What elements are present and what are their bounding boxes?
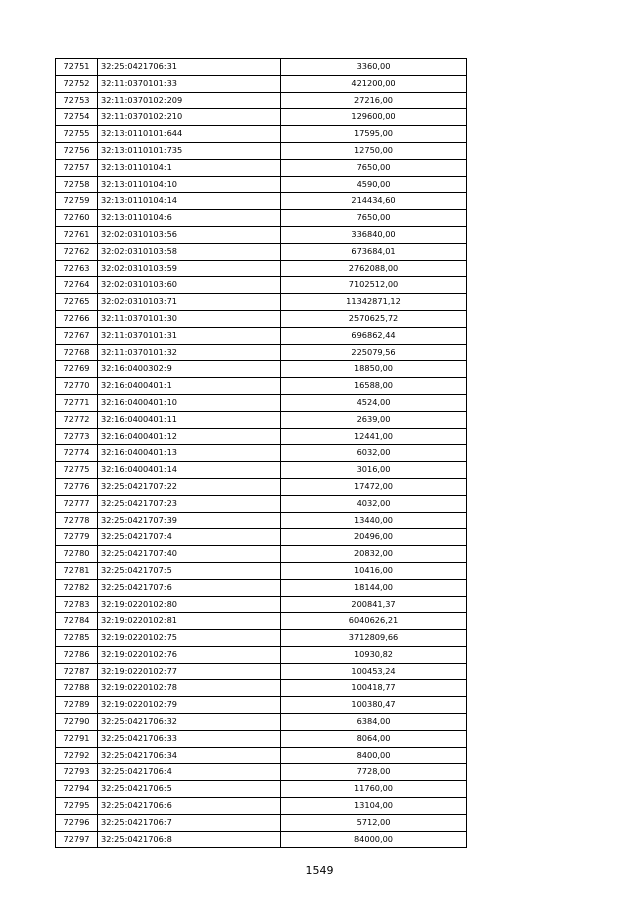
table-row xyxy=(56,546,467,563)
row-number-cell: 72797 xyxy=(56,831,98,848)
row-number-cell: 72789 xyxy=(56,697,98,714)
cadastral-value-cell: 10416,00 xyxy=(281,562,467,579)
cadastral-number-cell: 32:25:0421706:33 xyxy=(98,730,281,747)
row-number-cell: 72765 xyxy=(56,294,98,311)
row-number-cell: 72772 xyxy=(56,411,98,428)
table-row xyxy=(56,579,467,596)
cadastral-number-cell: 32:02:0310103:59 xyxy=(98,260,281,277)
cadastral-value-cell: 12441,00 xyxy=(281,428,467,445)
table-row xyxy=(56,411,467,428)
table-row xyxy=(56,378,467,395)
table-row xyxy=(56,176,467,193)
cadastral-value-cell: 6040626,21 xyxy=(281,613,467,630)
table-row xyxy=(56,663,467,680)
cadastral-number-cell: 32:25:0421707:6 xyxy=(98,579,281,596)
row-number-cell: 72781 xyxy=(56,562,98,579)
cadastral-value-cell: 200841,37 xyxy=(281,596,467,613)
row-number-cell: 72760 xyxy=(56,210,98,227)
cadastral-value-cell: 10930,82 xyxy=(281,646,467,663)
cadastral-value-table xyxy=(55,58,467,848)
row-number-cell: 72766 xyxy=(56,310,98,327)
row-number-cell: 72767 xyxy=(56,327,98,344)
table-row xyxy=(56,529,467,546)
cadastral-value-cell: 11760,00 xyxy=(281,781,467,798)
cadastral-number-cell: 32:25:0421707:39 xyxy=(98,512,281,529)
cadastral-number-cell: 32:13:0110104:6 xyxy=(98,210,281,227)
cadastral-value-cell: 17595,00 xyxy=(281,126,467,143)
row-number-cell: 72788 xyxy=(56,680,98,697)
document-table-container xyxy=(55,58,466,848)
cadastral-value-cell: 3712809,66 xyxy=(281,630,467,647)
cadastral-number-cell: 32:19:0220102:75 xyxy=(98,630,281,647)
cadastral-value-cell: 84000,00 xyxy=(281,831,467,848)
cadastral-number-cell: 32:13:0110101:644 xyxy=(98,126,281,143)
cadastral-value-cell: 3016,00 xyxy=(281,462,467,479)
cadastral-value-cell: 214434,60 xyxy=(281,193,467,210)
cadastral-number-cell: 32:25:0421706:34 xyxy=(98,747,281,764)
table-row xyxy=(56,193,467,210)
table-row xyxy=(56,478,467,495)
table-row xyxy=(56,462,467,479)
cadastral-number-cell: 32:25:0421706:4 xyxy=(98,764,281,781)
cadastral-number-cell: 32:25:0421707:4 xyxy=(98,529,281,546)
row-number-cell: 72755 xyxy=(56,126,98,143)
cadastral-value-cell: 2639,00 xyxy=(281,411,467,428)
cadastral-value-cell: 6384,00 xyxy=(281,714,467,731)
row-number-cell: 72764 xyxy=(56,277,98,294)
table-row xyxy=(56,814,467,831)
cadastral-value-cell: 27216,00 xyxy=(281,92,467,109)
table-row xyxy=(56,495,467,512)
cadastral-number-cell: 32:11:0370101:31 xyxy=(98,327,281,344)
cadastral-value-cell: 7728,00 xyxy=(281,764,467,781)
table-row xyxy=(56,428,467,445)
table-row xyxy=(56,361,467,378)
cadastral-number-cell: 32:02:0310103:56 xyxy=(98,226,281,243)
cadastral-number-cell: 32:19:0220102:79 xyxy=(98,697,281,714)
cadastral-value-cell: 100418,77 xyxy=(281,680,467,697)
table-row xyxy=(56,159,467,176)
cadastral-number-cell: 32:02:0310103:58 xyxy=(98,243,281,260)
table-row xyxy=(56,126,467,143)
row-number-cell: 72769 xyxy=(56,361,98,378)
row-number-cell: 72793 xyxy=(56,764,98,781)
cadastral-number-cell: 32:19:0220102:80 xyxy=(98,596,281,613)
table-row xyxy=(56,277,467,294)
cadastral-number-cell: 32:16:0400401:14 xyxy=(98,462,281,479)
table-body xyxy=(56,59,467,848)
table-row xyxy=(56,747,467,764)
cadastral-number-cell: 32:02:0310103:60 xyxy=(98,277,281,294)
cadastral-value-cell: 18144,00 xyxy=(281,579,467,596)
table-row xyxy=(56,210,467,227)
cadastral-value-cell: 20832,00 xyxy=(281,546,467,563)
row-number-cell: 72795 xyxy=(56,798,98,815)
cadastral-number-cell: 32:25:0421706:31 xyxy=(98,59,281,76)
table-row xyxy=(56,327,467,344)
cadastral-value-cell: 7650,00 xyxy=(281,210,467,227)
table-row xyxy=(56,344,467,361)
table-row xyxy=(56,243,467,260)
row-number-cell: 72754 xyxy=(56,109,98,126)
table-row xyxy=(56,260,467,277)
row-number-cell: 72792 xyxy=(56,747,98,764)
cadastral-number-cell: 32:11:0370101:32 xyxy=(98,344,281,361)
row-number-cell: 72774 xyxy=(56,445,98,462)
cadastral-value-cell: 16588,00 xyxy=(281,378,467,395)
table-row xyxy=(56,562,467,579)
cadastral-value-cell: 100453,24 xyxy=(281,663,467,680)
row-number-cell: 72784 xyxy=(56,613,98,630)
table-row xyxy=(56,512,467,529)
row-number-cell: 72776 xyxy=(56,478,98,495)
row-number-cell: 72787 xyxy=(56,663,98,680)
cadastral-value-cell: 100380,47 xyxy=(281,697,467,714)
cadastral-number-cell: 32:13:0110101:735 xyxy=(98,142,281,159)
cadastral-value-cell: 7650,00 xyxy=(281,159,467,176)
row-number-cell: 72790 xyxy=(56,714,98,731)
table-row xyxy=(56,764,467,781)
cadastral-number-cell: 32:19:0220102:81 xyxy=(98,613,281,630)
table-row xyxy=(56,109,467,126)
row-number-cell: 72786 xyxy=(56,646,98,663)
cadastral-value-cell: 18850,00 xyxy=(281,361,467,378)
cadastral-number-cell: 32:11:0370101:33 xyxy=(98,75,281,92)
table-row xyxy=(56,730,467,747)
cadastral-value-cell: 17472,00 xyxy=(281,478,467,495)
cadastral-number-cell: 32:02:0310103:71 xyxy=(98,294,281,311)
row-number-cell: 72752 xyxy=(56,75,98,92)
row-number-cell: 72785 xyxy=(56,630,98,647)
cadastral-value-cell: 20496,00 xyxy=(281,529,467,546)
cadastral-number-cell: 32:19:0220102:76 xyxy=(98,646,281,663)
row-number-cell: 72768 xyxy=(56,344,98,361)
cadastral-number-cell: 32:19:0220102:78 xyxy=(98,680,281,697)
cadastral-value-cell: 13440,00 xyxy=(281,512,467,529)
cadastral-value-cell: 2570625,72 xyxy=(281,310,467,327)
table-row xyxy=(56,59,467,76)
table-row xyxy=(56,630,467,647)
cadastral-number-cell: 32:11:0370102:209 xyxy=(98,92,281,109)
cadastral-number-cell: 32:16:0400401:13 xyxy=(98,445,281,462)
row-number-cell: 72775 xyxy=(56,462,98,479)
row-number-cell: 72758 xyxy=(56,176,98,193)
cadastral-number-cell: 32:11:0370102:210 xyxy=(98,109,281,126)
cadastral-number-cell: 32:25:0421706:6 xyxy=(98,798,281,815)
row-number-cell: 72753 xyxy=(56,92,98,109)
table-row xyxy=(56,781,467,798)
row-number-cell: 72763 xyxy=(56,260,98,277)
table-row xyxy=(56,646,467,663)
cadastral-value-cell: 129600,00 xyxy=(281,109,467,126)
row-number-cell: 72782 xyxy=(56,579,98,596)
cadastral-number-cell: 32:16:0400401:1 xyxy=(98,378,281,395)
table-row xyxy=(56,714,467,731)
row-number-cell: 72770 xyxy=(56,378,98,395)
row-number-cell: 72780 xyxy=(56,546,98,563)
table-row xyxy=(56,798,467,815)
cadastral-number-cell: 32:16:0400302:9 xyxy=(98,361,281,378)
cadastral-number-cell: 32:11:0370101:30 xyxy=(98,310,281,327)
table-row xyxy=(56,294,467,311)
table-row xyxy=(56,92,467,109)
table-row xyxy=(56,142,467,159)
cadastral-value-cell: 13104,00 xyxy=(281,798,467,815)
row-number-cell: 72773 xyxy=(56,428,98,445)
cadastral-number-cell: 32:25:0421706:8 xyxy=(98,831,281,848)
row-number-cell: 72778 xyxy=(56,512,98,529)
cadastral-value-cell: 12750,00 xyxy=(281,142,467,159)
row-number-cell: 72761 xyxy=(56,226,98,243)
row-number-cell: 72777 xyxy=(56,495,98,512)
cadastral-number-cell: 32:25:0421706:32 xyxy=(98,714,281,731)
row-number-cell: 72762 xyxy=(56,243,98,260)
cadastral-number-cell: 32:16:0400401:11 xyxy=(98,411,281,428)
row-number-cell: 72796 xyxy=(56,814,98,831)
table-row xyxy=(56,596,467,613)
cadastral-number-cell: 32:13:0110104:10 xyxy=(98,176,281,193)
cadastral-value-cell: 7102512,00 xyxy=(281,277,467,294)
cadastral-value-cell: 3360,00 xyxy=(281,59,467,76)
cadastral-value-cell: 4590,00 xyxy=(281,176,467,193)
cadastral-value-cell: 336840,00 xyxy=(281,226,467,243)
row-number-cell: 72791 xyxy=(56,730,98,747)
cadastral-value-cell: 6032,00 xyxy=(281,445,467,462)
row-number-cell: 72783 xyxy=(56,596,98,613)
cadastral-value-cell: 11342871,12 xyxy=(281,294,467,311)
cadastral-number-cell: 32:25:0421706:7 xyxy=(98,814,281,831)
table-row xyxy=(56,445,467,462)
cadastral-value-cell: 8064,00 xyxy=(281,730,467,747)
row-number-cell: 72779 xyxy=(56,529,98,546)
row-number-cell: 72751 xyxy=(56,59,98,76)
cadastral-value-cell: 696862,44 xyxy=(281,327,467,344)
row-number-cell: 72756 xyxy=(56,142,98,159)
table-row xyxy=(56,394,467,411)
cadastral-value-cell: 673684,01 xyxy=(281,243,467,260)
table-row xyxy=(56,680,467,697)
cadastral-number-cell: 32:13:0110104:1 xyxy=(98,159,281,176)
cadastral-number-cell: 32:25:0421707:5 xyxy=(98,562,281,579)
table-row xyxy=(56,226,467,243)
cadastral-number-cell: 32:25:0421707:23 xyxy=(98,495,281,512)
table-row xyxy=(56,697,467,714)
cadastral-number-cell: 32:19:0220102:77 xyxy=(98,663,281,680)
row-number-cell: 72759 xyxy=(56,193,98,210)
table-row xyxy=(56,613,467,630)
row-number-cell: 72757 xyxy=(56,159,98,176)
table-row xyxy=(56,831,467,848)
cadastral-number-cell: 32:25:0421707:22 xyxy=(98,478,281,495)
cadastral-number-cell: 32:16:0400401:12 xyxy=(98,428,281,445)
row-number-cell: 72794 xyxy=(56,781,98,798)
cadastral-value-cell: 2762088,00 xyxy=(281,260,467,277)
cadastral-value-cell: 421200,00 xyxy=(281,75,467,92)
cadastral-number-cell: 32:16:0400401:10 xyxy=(98,394,281,411)
cadastral-value-cell: 4032,00 xyxy=(281,495,467,512)
table-row xyxy=(56,75,467,92)
cadastral-number-cell: 32:13:0110104:14 xyxy=(98,193,281,210)
cadastral-value-cell: 8400,00 xyxy=(281,747,467,764)
cadastral-number-cell: 32:25:0421707:40 xyxy=(98,546,281,563)
cadastral-value-cell: 4524,00 xyxy=(281,394,467,411)
page-number: 1549 xyxy=(305,864,334,877)
row-number-cell: 72771 xyxy=(56,394,98,411)
cadastral-value-cell: 5712,00 xyxy=(281,814,467,831)
cadastral-value-cell: 225079,56 xyxy=(281,344,467,361)
table-row xyxy=(56,310,467,327)
cadastral-number-cell: 32:25:0421706:5 xyxy=(98,781,281,798)
